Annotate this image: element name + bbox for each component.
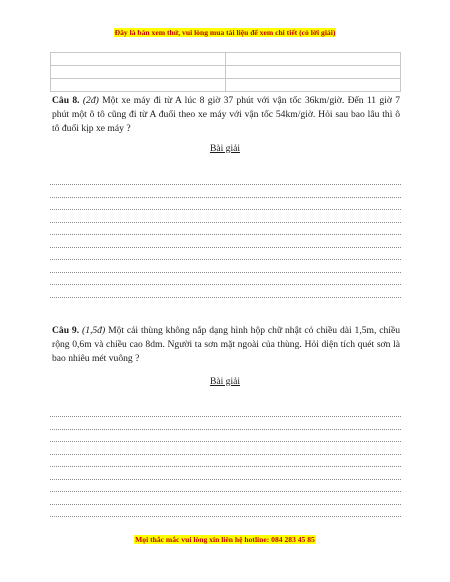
question-label: Câu 8. bbox=[52, 95, 80, 106]
answer-line bbox=[50, 504, 401, 505]
table-row bbox=[51, 79, 401, 92]
answer-line bbox=[50, 272, 401, 273]
answer-line bbox=[50, 222, 401, 223]
preview-notice-text: Đây là bản xem thử, vui lòng mua tài liệu để xem chi tiết (có lời giải) bbox=[114, 28, 336, 37]
answer-line bbox=[50, 259, 401, 260]
table-cell bbox=[51, 66, 226, 79]
question-label: Câu 9. bbox=[52, 325, 80, 336]
answer-line bbox=[50, 429, 401, 430]
answer-lines bbox=[50, 416, 401, 529]
answer-line bbox=[50, 441, 401, 442]
hotline-banner bbox=[0, 535, 450, 544]
answer-line bbox=[50, 466, 401, 467]
solution-title: Bài giải bbox=[209, 376, 241, 387]
answer-line bbox=[50, 209, 401, 210]
question-points: (2đ) bbox=[82, 95, 99, 106]
question-8 bbox=[52, 94, 400, 136]
table-cell bbox=[226, 79, 401, 92]
answer-line bbox=[50, 247, 401, 248]
question-text: Một cái thùng không nắp dạng hình hộp chữ nhật có chiều dài 1,5m, chiều rộng 0,6m và chiều cao 8dm. Người ta sơn mặt ngoài của thùng. Hỏi diện tích quét sơn là bao nhiêu mét vuông ? bbox=[52, 325, 401, 364]
question-9 bbox=[52, 324, 400, 366]
table-row bbox=[51, 53, 401, 66]
answer-line bbox=[50, 184, 401, 185]
table-row bbox=[51, 66, 401, 79]
answer-line bbox=[50, 516, 401, 517]
table-cell bbox=[51, 79, 226, 92]
answer-line bbox=[50, 234, 401, 235]
answer-line bbox=[50, 297, 401, 298]
table-cell bbox=[226, 66, 401, 79]
table-cell bbox=[51, 53, 226, 66]
answer-line bbox=[50, 197, 401, 198]
question-points: (1,5đ) bbox=[82, 325, 106, 336]
answer-line bbox=[50, 416, 401, 417]
table-cell bbox=[226, 53, 401, 66]
solution-title: Bài giải bbox=[209, 143, 241, 154]
answer-line bbox=[50, 454, 401, 455]
answer-line bbox=[50, 479, 401, 480]
answer-lines bbox=[50, 184, 401, 309]
question-text: Một xe máy đi từ A lúc 8 giờ 37 phút với vận tốc 36km/giờ. Đến 11 giờ 7 phút một ô tô cũng đi từ A đuổi theo xe máy với vận tốc 54km/giờ. Hỏi sau bao lâu thì ô tô đuổi kịp xe máy ? bbox=[52, 95, 401, 134]
preview-notice-banner bbox=[0, 28, 450, 37]
hotline-text: Mọi thắc mắc vui lòng xin liên hệ hotline: 084 283 45 85 bbox=[135, 535, 315, 544]
answer-table bbox=[50, 52, 401, 92]
answer-line bbox=[50, 491, 401, 492]
answer-line bbox=[50, 284, 401, 285]
